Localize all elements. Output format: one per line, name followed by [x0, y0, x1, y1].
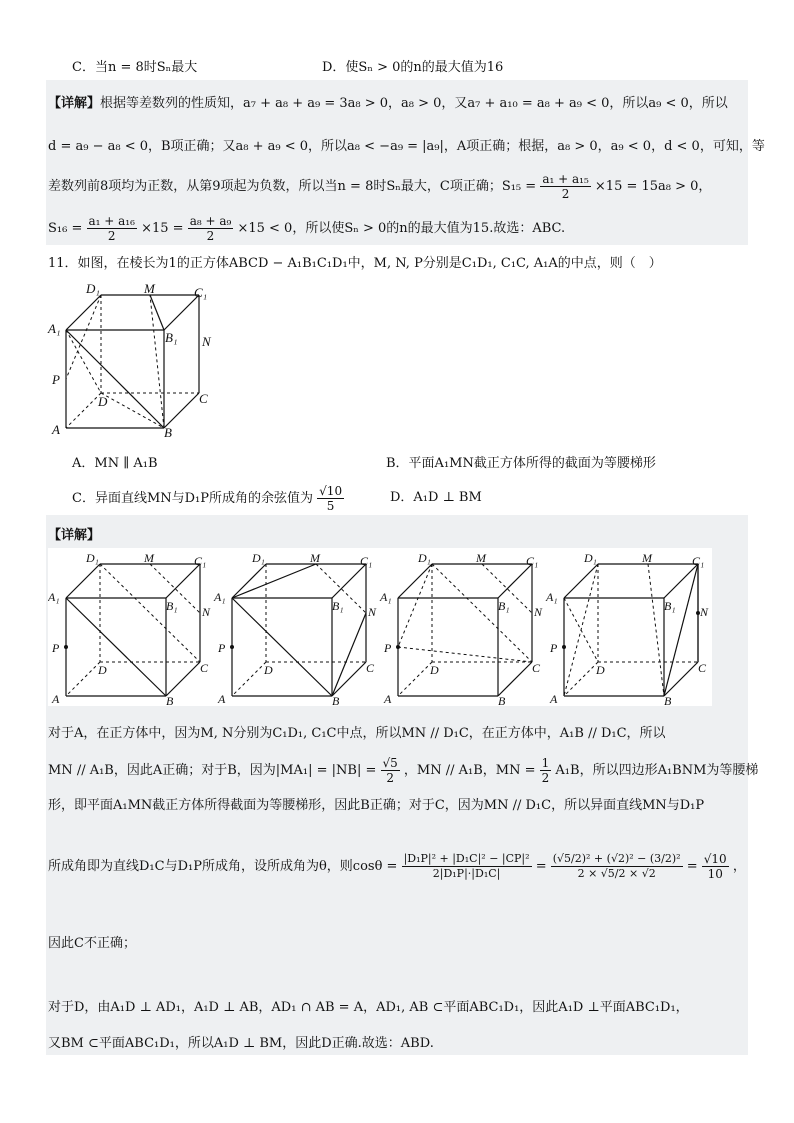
- question-11-option-d: D．A₁D ⊥ BM: [390, 490, 482, 505]
- s1-label-b1: B₁: [166, 599, 178, 613]
- fraction-one-half: [540, 756, 552, 785]
- s4-label-a: A: [550, 692, 558, 706]
- s1-label-d: D: [98, 663, 107, 677]
- detail2-p2a: MN // A₁B，因此A正确；对于B，因为|MA₁| = |NB| =: [48, 763, 377, 778]
- fraction-sqrt10-num: √10: [319, 484, 343, 498]
- fraction-sqrt5-num: √5: [382, 756, 398, 770]
- detail2-p7: 又BM ⊂平面ABC₁D₁，所以A₁D ⊥ BM，因此D正确.故选：ABD.: [48, 1036, 434, 1051]
- label-b1: B₁: [165, 330, 178, 345]
- s3-label-m: M: [476, 551, 486, 565]
- fraction-s16: [87, 214, 137, 243]
- detail2-p1: 对于A，在正方体中，因为M, N分别为C₁D₁, C₁C中点，所以MN // D₁C，在正方体中，A₁B // D₁C，所以: [48, 726, 666, 741]
- fraction-sqrt10-over-5: [317, 484, 344, 513]
- question-11-stem: 11．如图，在棱长为1的正方体ABCD − A₁B₁C₁D₁中，M, N, P分别是C₁D₁, C₁C, A₁A的中点，则（ ）: [48, 256, 662, 271]
- s3-label-d1: D₁: [418, 551, 431, 565]
- s1-label-d1: D₁: [86, 551, 99, 565]
- fraction-one-half-den: 2: [541, 771, 550, 785]
- s1-label-m: M: [144, 551, 154, 565]
- fraction-cosine-values-den: 2 × √5/2 × √2: [577, 867, 656, 880]
- solution-cube-figures: [48, 548, 712, 706]
- fraction-sqrt10-over-10: [702, 852, 729, 881]
- s2-label-m: M: [310, 551, 320, 565]
- s3-label-p: P: [384, 641, 392, 655]
- s3-label-b1: B₁: [498, 599, 510, 613]
- s4-label-b: B: [664, 694, 672, 706]
- fraction-cosine-values: [551, 852, 683, 881]
- s4-label-d: D: [596, 663, 605, 677]
- detail1-text-line1: [48, 92, 728, 111]
- detail2-p3: 形，即平面A₁MN截正方体所得截面为等腰梯形，因此B正确；对于C，因为MN // D₁C，所以异面直线MN与D₁P: [48, 798, 705, 813]
- s1-label-a: A: [52, 692, 60, 706]
- detail2-p4-eq2: =: [686, 859, 698, 874]
- fraction-a8a9-den: 2: [206, 229, 215, 243]
- detail1-line4c: ×15 < 0，所以使Sₙ > 0的n的最大值为15.故选：ABC.: [237, 221, 566, 236]
- fraction-cosine-values-num: (√5/2)² + (√2)² − (3/2)²: [552, 852, 681, 865]
- s2-label-b1: B₁: [332, 599, 344, 613]
- question-11-option-b: B．平面A₁MN截正方体所得的截面为等腰梯形: [386, 456, 656, 471]
- detail2-p4-eq: =: [535, 859, 547, 874]
- s3-label-c: C: [532, 661, 541, 675]
- s1-label-a1: A₁: [48, 590, 60, 604]
- solution-cube-4: [562, 564, 700, 696]
- solution-labels-3: [379, 551, 543, 706]
- detail1-header: 【详解】: [48, 96, 101, 111]
- question-11-option-a: A．MN ∥ A₁B: [72, 456, 158, 471]
- fraction-a8a9-num: a₈ + a₉: [189, 214, 232, 228]
- detail1-line4a: S₁₆ =: [48, 221, 83, 236]
- fraction-sqrt5-over-2: [381, 756, 400, 785]
- fraction-a8a9: [188, 214, 234, 243]
- s3-label-a: A: [384, 692, 392, 706]
- option-c-top: C．当n = 8时Sₙ最大: [72, 60, 198, 75]
- label-b: B: [164, 425, 172, 440]
- s2-label-n: N: [368, 605, 377, 619]
- detail1-line4b: ×15 =: [141, 221, 184, 236]
- s3-label-a1: A₁: [380, 590, 392, 604]
- detail1-line4: [48, 214, 565, 243]
- s2-label-d1: D₁: [252, 551, 265, 565]
- s1-label-c1: C₁: [194, 554, 207, 568]
- s2-label-a: A: [218, 692, 226, 706]
- fraction-cosine-law-num: |D₁P|² + |D₁C|² − |CP|²: [403, 852, 530, 865]
- fraction-s15-den: 2: [561, 187, 570, 201]
- s2-label-b: B: [332, 694, 340, 706]
- solution-labels-2: [213, 551, 377, 706]
- detail2-p6: 对于D，由A₁D ⊥ AD₁，A₁D ⊥ AB，AD₁ ∩ AB = A，AD₁, AB ⊂平面ABC₁D₁，因此A₁D ⊥平面ABC₁D₁，: [48, 1000, 689, 1015]
- label-n: N: [202, 334, 211, 349]
- solution-cube-3: [396, 564, 532, 696]
- s2-label-d: D: [264, 663, 273, 677]
- cube-figure-main: [46, 280, 216, 440]
- s4-label-c: C: [698, 661, 707, 675]
- s4-label-a1: A₁: [546, 590, 558, 604]
- solution-cube-2: [230, 564, 366, 696]
- s1-label-n: N: [202, 605, 211, 619]
- s2-label-p: P: [218, 641, 226, 655]
- fraction-s16-den: 2: [107, 229, 116, 243]
- solution-labels-4: [545, 551, 709, 706]
- detail1-line3a: 差数列前8项均为正数，从第9项起为负数，所以当n = 8时Sₙ最大，C项正确；S₁₅ =: [48, 179, 537, 194]
- label-c1: C₁: [194, 285, 208, 300]
- s2-label-a1: A₁: [214, 590, 226, 604]
- fraction-cosine-law: [402, 852, 532, 881]
- fraction-sqrt5-den: 2: [386, 771, 394, 785]
- solution-labels-1: [48, 551, 211, 706]
- label-d: D: [98, 394, 108, 409]
- label-a: A: [52, 422, 60, 437]
- s3-label-b: B: [498, 694, 506, 706]
- detail2-p2b: ，MN // A₁B，MN =: [403, 763, 536, 778]
- fraction-sqrt10-over-10-num: √10: [703, 852, 727, 866]
- s2-label-c1: C₁: [360, 554, 373, 568]
- fraction-cosine-law-den: 2|D₁P|·|D₁C|: [432, 867, 501, 880]
- label-p: P: [52, 372, 60, 387]
- detail1-line1: 根据等差数列的性质知，a₇ + a₈ + a₉ = 3a₈ > 0，a₈ > 0，又a₇ + a₁₀ = a₈ + a₉ < 0，所以a₉ < 0，所以: [100, 96, 728, 111]
- s4-label-b1: B₁: [664, 599, 676, 613]
- label-a1: A₁: [48, 321, 61, 336]
- detail2-header: 【详解】: [48, 528, 101, 543]
- option-d-top: D．使Sₙ > 0的n的最大值为16: [322, 60, 504, 75]
- s3-label-c1: C₁: [526, 554, 539, 568]
- label-c: C: [199, 391, 208, 406]
- fraction-one-half-num: 1: [541, 756, 550, 770]
- detail1-line3: [48, 172, 711, 201]
- fraction-sqrt10-den: 5: [326, 499, 335, 513]
- s4-label-d1: D₁: [584, 551, 597, 565]
- s3-label-d: D: [430, 663, 439, 677]
- s1-label-p: P: [52, 641, 60, 655]
- s4-label-p: P: [550, 641, 558, 655]
- question-11-option-c: [72, 484, 344, 513]
- detail1-line2: d = a₉ − a₈ < 0，B项正确；又a₈ + a₉ < 0，所以a₈ < −a₉ = |a₉|，A项正确；根据，a₈ > 0，a₉ < 0，d < 0，可知，等: [48, 139, 765, 154]
- s2-label-c: C: [366, 661, 375, 675]
- fraction-sqrt10-over-10-den: 10: [707, 867, 723, 881]
- fraction-s15: [540, 172, 590, 201]
- detail2-p2c: A₁B，所以四边形A₁BNM为等腰梯: [555, 763, 759, 778]
- detail2-p4a: 所成角即为直线D₁C与D₁P所成角，设所成角为θ，则cosθ =: [48, 859, 398, 874]
- detail1-line3b: ×15 = 15a₈ > 0，: [594, 179, 712, 194]
- detail2-p4-end: ，: [732, 859, 746, 874]
- solution-cube-1: [64, 564, 200, 696]
- fraction-s15-num: a₁ + a₁₅: [542, 172, 589, 186]
- s4-label-n: N: [700, 605, 709, 619]
- detail2-p5: 因此C不正确；: [48, 936, 136, 951]
- s4-label-m: M: [642, 551, 652, 565]
- question-11-option-c-text: C．异面直线MN与D₁P所成角的余弦值为: [72, 491, 314, 506]
- label-m: M: [144, 281, 155, 296]
- label-d1: D₁: [86, 281, 100, 296]
- s1-label-c: C: [200, 661, 209, 675]
- s3-label-n: N: [534, 605, 543, 619]
- fraction-s16-num: a₁ + a₁₆: [88, 214, 135, 228]
- detail2-p4: [48, 852, 746, 881]
- s1-label-b: B: [166, 694, 174, 706]
- s4-label-c1: C₁: [692, 554, 705, 568]
- detail2-p2: [48, 756, 758, 785]
